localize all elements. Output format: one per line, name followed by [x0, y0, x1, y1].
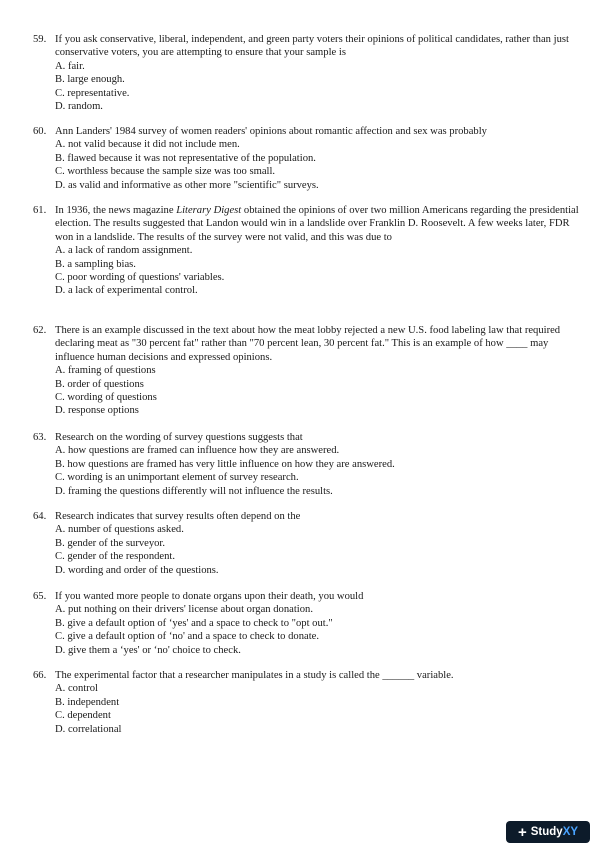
question-63: [33, 431, 585, 498]
answer-option: B. independent: [55, 696, 120, 708]
answer-option: A. fair.: [55, 60, 85, 72]
question-text: There is an example discussed in the text about how the meat lobby rejected a new U.S. food labeling law that required declaring meat as "30 percent fat" rather than "70 percent lean, 30 percent fat." This is an example of how ____ may influence human decisions and expressed opinions.: [55, 325, 561, 363]
logo-text: Study: [530, 826, 563, 838]
question-text: Research indicates that survey results often depend on the: [55, 511, 301, 522]
question-text: The experimental factor that a researcher manipulates in a study is called the ______ variable.: [55, 670, 454, 681]
question-61: [33, 204, 585, 298]
studyxy-logo[interactable]: [506, 821, 590, 843]
question-number: 62.: [33, 325, 47, 336]
answer-option: C. poor wording of questions' variables.: [55, 272, 225, 284]
question-text: Ann Landers' 1984 survey of women readers' opinions about romantic affection and sex was probably: [55, 126, 487, 137]
answer-option: C. gender of the respondent.: [55, 551, 176, 563]
question-60: [33, 125, 585, 192]
question-number: 59.: [33, 34, 47, 45]
question-66: [33, 669, 585, 736]
question-59: [33, 33, 585, 113]
answer-option: D. random.: [55, 101, 103, 113]
answer-option: C. wording is an unimportant element of survey research.: [55, 472, 299, 484]
question-text: If you ask conservative, liberal, independent, and green party voters their opinions of political candidates, rather than just conservative voters, you are attempting to ensure that your sample is: [55, 34, 569, 59]
question-number: 61.: [33, 205, 47, 216]
answer-option: A. how questions are framed can influence how they are answered.: [55, 445, 340, 457]
logo-accent-text: XY: [562, 826, 579, 838]
answer-option: A. number of questions asked.: [55, 524, 184, 536]
answer-option: D. correlational: [55, 723, 122, 735]
question-text: If you wanted more people to donate organs upon their death, you would: [55, 591, 364, 602]
plus-icon: +: [517, 823, 527, 841]
answer-option: D. give them a ‘yes' or ‘no' choice to check.: [55, 644, 241, 656]
answer-option: C. dependent: [55, 710, 111, 722]
answer-option: A. put nothing on their drivers' license about organ donation.: [55, 604, 313, 616]
question-number: 63.: [33, 432, 47, 443]
answer-option: A. control: [55, 683, 98, 695]
answer-option: C. worthless because the sample size was too small.: [55, 166, 276, 178]
answer-option: B. large enough.: [55, 74, 125, 86]
answer-option: B. order of questions: [55, 378, 144, 390]
question-text-before: In 1936, the news magazine: [55, 205, 177, 216]
question-number: 66.: [33, 670, 47, 681]
question-text: [55, 204, 585, 244]
answer-option: A. framing of questions: [55, 365, 156, 377]
answer-option: C. wording of questions: [55, 392, 157, 404]
answer-option: B. gender of the surveyor.: [55, 537, 166, 549]
answer-option: B. a sampling bias.: [55, 258, 136, 270]
question-text-after: obtained the opinions of over two million Americans regarding the presidential election. The results suggested that Landon would win in a landslide over Franklin D. Roosevelt. A few weeks later, FDR won in a landslide. The results of the survey were not valid, and this was due to: [55, 205, 579, 243]
answer-option: D. response options: [55, 405, 139, 417]
question-62: [33, 324, 585, 418]
answer-option: D. framing the questions differently will not influence the results.: [55, 485, 333, 497]
answer-option: B. give a default option of ‘yes' and a space to check to "opt out.": [55, 617, 333, 629]
question-number: 60.: [33, 126, 47, 137]
answer-option: D. wording and order of the questions.: [55, 564, 219, 576]
answer-option: D. a lack of experimental control.: [55, 285, 198, 297]
answer-option: B. how questions are framed has very little influence on how they are answered.: [55, 458, 395, 470]
answer-option: C. representative.: [55, 87, 130, 99]
question-text: Research on the wording of survey questions suggests that: [55, 432, 303, 443]
answer-option: B. flawed because it was not representative of the population.: [55, 152, 316, 164]
question-number: 65.: [33, 591, 47, 602]
publication-title: Literary Digest: [176, 205, 242, 216]
answer-option: D. as valid and informative as other more "scientific" surveys.: [55, 179, 319, 191]
question-number: 64.: [33, 511, 47, 522]
answer-option: A. not valid because it did not include men.: [55, 139, 240, 151]
question-65: [33, 590, 585, 657]
answer-option: C. give a default option of ‘no' and a space to check to donate.: [55, 631, 320, 643]
question-64: [33, 510, 585, 577]
answer-option: A. a lack of random assignment.: [55, 245, 193, 257]
